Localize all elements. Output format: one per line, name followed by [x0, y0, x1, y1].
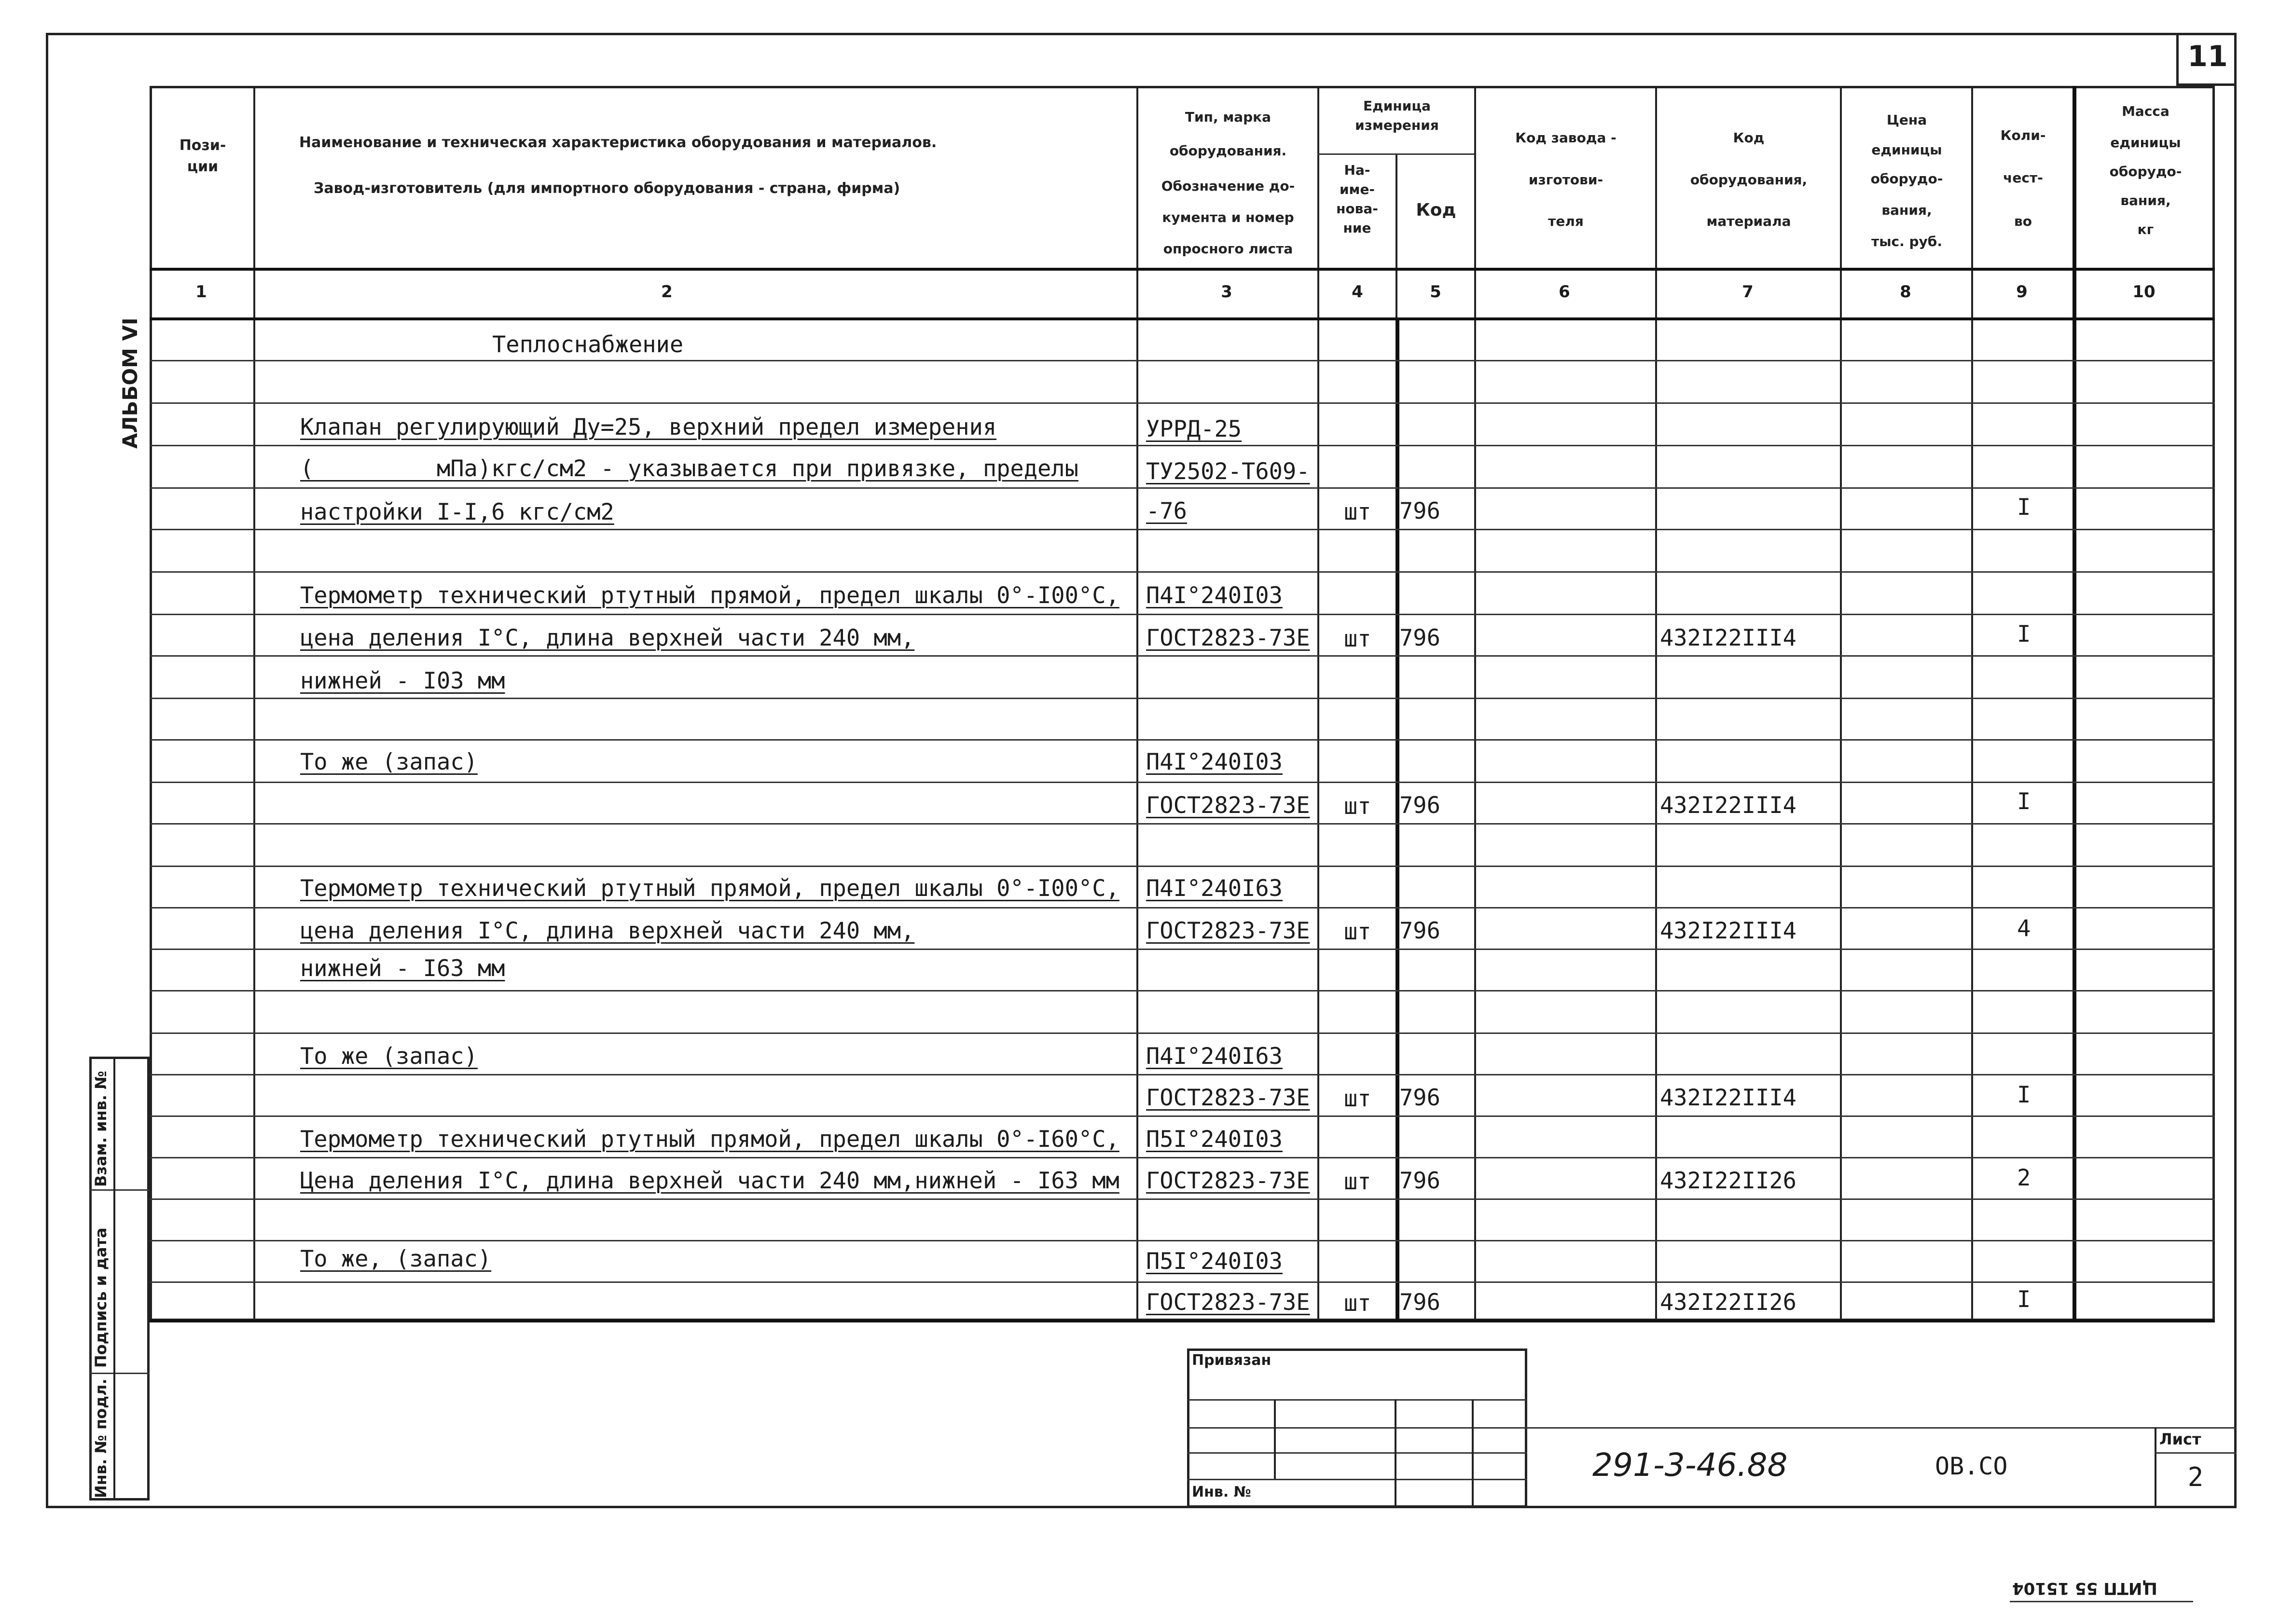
col-header-type-4: кумента и номер — [1162, 209, 1294, 225]
col-header-unit-name-1: На- — [1344, 162, 1370, 178]
row-line — [150, 655, 2215, 657]
col-header-unit-name-4: ние — [1343, 220, 1371, 236]
side-stamp-inv-podl: Инв. № подл. — [92, 1378, 110, 1498]
privyazan-col — [1395, 1399, 1396, 1508]
col-header-maker-code-2: изготови- — [1528, 172, 1603, 188]
privyazan-line — [1187, 1452, 1527, 1454]
col-line — [1317, 86, 1319, 1321]
col-header-equip-code-3: материала — [1706, 213, 1791, 229]
col-header-mass-2: единицы — [2110, 135, 2181, 151]
row-spare2-type-2: ГОСТ2823-73Е — [1146, 1085, 1310, 1111]
row-thermo1-name-3: нижней - I03 мм — [300, 668, 505, 694]
col-number: 7 — [1742, 282, 1754, 302]
col-header-mass-5: кг — [2137, 221, 2154, 237]
row-thermo3-type-1: П5I°240I03 — [1146, 1126, 1283, 1153]
col-line — [253, 86, 255, 1321]
row-line — [150, 1115, 2215, 1117]
col-header-type-2: оборудования. — [1169, 143, 1287, 159]
col-header-mass-1: Масса — [2122, 103, 2169, 119]
col-number: 8 — [1900, 282, 1911, 302]
col-number: 1 — [195, 282, 207, 302]
privyazan-line — [1187, 1479, 1527, 1480]
row-line — [150, 949, 2215, 950]
col-number: 3 — [1221, 282, 1232, 302]
row-spare1-unit: шт — [1344, 793, 1371, 820]
row-line — [150, 402, 2215, 404]
row-thermo3-type-2: ГОСТ2823-73Е — [1146, 1168, 1310, 1194]
doc-code: ОВ.СО — [1935, 1452, 2008, 1480]
row-line — [150, 529, 2215, 530]
row-line — [150, 782, 2215, 783]
col-number: 9 — [2016, 282, 2028, 302]
row-thermo2-type-2: ГОСТ2823-73Е — [1146, 918, 1310, 944]
col-number: 2 — [661, 282, 673, 302]
row-valve-qty: I — [2017, 494, 2031, 521]
col-line — [2073, 86, 2076, 1321]
row-spare3-unit: шт — [1344, 1290, 1371, 1317]
row-line — [150, 1281, 2215, 1283]
col-header-position: Пози- ции — [179, 137, 226, 175]
row-spare1-mat: 432I22III4 — [1660, 792, 1796, 819]
side-stamp-divider — [113, 1057, 115, 1500]
col-header-name-line1: Наименование и техническая характеристика оборудования и материалов. — [299, 134, 937, 151]
col-header-price-3: оборудо- — [1870, 171, 1943, 187]
col-line — [1840, 86, 1842, 1321]
section-title: Теплоснабжение — [492, 331, 684, 358]
col-header-type-5: опросного листа — [1163, 241, 1293, 257]
header-line — [150, 317, 2215, 320]
row-valve-type-1: УРРД-25 — [1146, 416, 1242, 442]
sheet-corner-number: 11 — [2187, 40, 2228, 73]
sheet-box-mid — [2155, 1452, 2237, 1454]
row-spare2-name: То же (запас) — [300, 1043, 478, 1070]
col-header-unit-code: Код — [1416, 200, 1456, 220]
row-thermo1-name-1: Термометр технический ртутный прямой, предел шкалы 0°-I00°С, — [300, 582, 1119, 609]
row-line — [150, 1074, 2215, 1075]
side-stamp-signature-date: Подпись и дата — [92, 1227, 110, 1368]
col-header-unit-name-2: име- — [1339, 181, 1375, 197]
row-thermo3-qty: 2 — [2017, 1165, 2031, 1191]
sheet-box-left — [2155, 1427, 2156, 1508]
privyazan-label: Привязан — [1192, 1352, 1271, 1369]
row-thermo1-name-2: цена деления I°С, длина верхней части 240 мм, — [300, 625, 915, 651]
row-thermo3-unit: шт — [1344, 1169, 1371, 1195]
col-line — [1971, 86, 1973, 1321]
row-line — [150, 990, 2215, 991]
col-number: 6 — [1559, 282, 1570, 302]
row-line — [150, 1032, 2215, 1034]
row-thermo3-name-2: Цена деления I°С, длина верхней части 240 мм,нижней - I63 мм — [300, 1168, 1119, 1194]
col-header-equip-code-2: оборудования, — [1690, 172, 1808, 188]
col-header-unit-name-3: нова- — [1336, 201, 1378, 217]
col-header-mass-4: вания, — [2120, 193, 2171, 208]
row-valve-code: 796 — [1399, 498, 1440, 524]
col-header-equip-code-1: Код — [1733, 130, 1765, 146]
row-spare3-type-2: ГОСТ2823-73Е — [1146, 1289, 1310, 1316]
row-line — [150, 360, 2215, 361]
row-spare3-type-1: П5I°240I03 — [1146, 1248, 1283, 1275]
row-valve-name-1: Клапан регулирующий Ду=25, верхний предел измерения — [300, 414, 997, 440]
row-line — [150, 739, 2215, 741]
row-thermo3-mat: 432I22II26 — [1660, 1168, 1796, 1194]
header-sub-line — [1317, 153, 1474, 155]
row-thermo1-qty: I — [2017, 621, 2031, 647]
row-line — [150, 907, 2215, 908]
album-label: АЛЬБОМ VI — [118, 317, 142, 449]
row-spare2-unit: шт — [1344, 1086, 1371, 1112]
col-header-price-1: Цена — [1886, 112, 1927, 128]
row-spare1-code: 796 — [1399, 792, 1440, 819]
col-line — [1136, 86, 1138, 1321]
row-thermo2-name-1: Термометр технический ртутный прямой, предел шкалы 0°-I00°С, — [300, 875, 1119, 902]
row-line — [150, 823, 2215, 825]
row-spare2-code: 796 — [1399, 1085, 1440, 1111]
row-thermo3-code: 796 — [1399, 1168, 1440, 1194]
col-number: 10 — [2132, 282, 2156, 302]
row-valve-type-3: -76 — [1146, 498, 1187, 524]
col-header-unit-group: Единица измерения — [1355, 98, 1439, 133]
row-thermo2-name-3: нижней - I63 мм — [300, 955, 505, 982]
col-line — [1655, 86, 1657, 1321]
col-header-price-5: тыс. руб. — [1871, 234, 1942, 249]
side-stamp-divider — [89, 1373, 150, 1374]
doc-number: 291-3-46.88 — [1592, 1446, 1788, 1484]
col-header-price-4: вания, — [1881, 202, 1932, 218]
col-header-type-1: Тип, марка — [1185, 109, 1271, 125]
bottom-stamp-line — [2010, 1601, 2193, 1602]
col-header-qty-3: во — [2014, 213, 2032, 229]
row-line — [150, 698, 2215, 699]
col-number: 4 — [1352, 282, 1363, 302]
row-spare2-type-1: П4I°240I63 — [1146, 1043, 1283, 1070]
row-spare3-code: 796 — [1399, 1289, 1440, 1316]
row-line — [150, 866, 2215, 867]
sheet-label: Лист — [2159, 1430, 2201, 1448]
privyazan-line — [1187, 1399, 1527, 1401]
row-thermo1-mat: 432I22III4 — [1660, 625, 1796, 651]
row-valve-type-2: ТУ2502-Т609- — [1146, 458, 1310, 485]
row-thermo2-code: 796 — [1399, 918, 1440, 944]
privyazan-col — [1274, 1399, 1276, 1479]
row-line — [150, 1240, 2215, 1241]
col-header-qty-1: Коли- — [2000, 127, 2046, 143]
table-bottom-line — [150, 1320, 2215, 1322]
row-line — [150, 1157, 2215, 1158]
inv-no-label: Инв. № — [1192, 1484, 1251, 1500]
row-spare3-name: То же, (запас) — [300, 1246, 492, 1272]
privyazan-col — [1472, 1399, 1474, 1508]
row-thermo2-mat: 432I22III4 — [1660, 918, 1796, 944]
row-line — [150, 571, 2215, 573]
row-thermo1-type-1: П4I°240I03 — [1146, 582, 1283, 609]
col-header-type-3: Обозначение до- — [1161, 178, 1295, 194]
col-header-price-2: единицы — [1871, 142, 1942, 158]
row-thermo1-type-2: ГОСТ2823-73Е — [1146, 625, 1310, 651]
col-header-maker-code-3: теля — [1548, 213, 1584, 229]
row-spare2-qty: I — [2017, 1082, 2031, 1108]
bottom-stamp: ЦИТП 55 15104 — [2012, 1579, 2157, 1598]
row-spare1-name: То же (запас) — [300, 749, 478, 775]
row-valve-unit: шт — [1344, 499, 1371, 525]
col-line — [1474, 86, 1476, 1321]
col-header-mass-3: оборудо- — [2109, 164, 2182, 179]
col-line — [1396, 153, 1397, 317]
col-header-maker-code-1: Код завода - — [1515, 130, 1617, 146]
row-line — [150, 487, 2215, 489]
row-thermo2-qty: 4 — [2017, 915, 2031, 942]
row-spare1-type-1: П4I°240I03 — [1146, 749, 1283, 775]
col-line — [1396, 317, 1399, 1321]
col-header-qty-2: чест- — [2003, 170, 2043, 186]
title-block-top-line — [1527, 1427, 2237, 1429]
privyazan-line — [1187, 1427, 1527, 1429]
header-line — [150, 268, 2215, 271]
row-thermo1-unit: шт — [1344, 626, 1371, 652]
row-thermo2-type-1: П4I°240I63 — [1146, 875, 1283, 902]
row-line — [150, 1198, 2215, 1200]
side-stamp-vzam-inv: Взам. инв. № — [92, 1071, 110, 1187]
row-line — [150, 445, 2215, 446]
row-thermo2-unit: шт — [1344, 919, 1371, 945]
row-line — [150, 614, 2215, 615]
row-spare3-mat: 432I22II26 — [1660, 1289, 1796, 1316]
row-spare1-qty: I — [2017, 788, 2031, 815]
side-stamp-divider — [89, 1189, 150, 1191]
row-spare2-mat: 432I22III4 — [1660, 1085, 1796, 1111]
row-valve-name-2: ( мПа)кгс/см2 - указывается при привязке, пределы — [300, 455, 1078, 482]
row-thermo1-code: 796 — [1399, 625, 1440, 651]
row-thermo2-name-2: цена деления I°С, длина верхней части 240 мм, — [300, 918, 915, 944]
sheet-number: 2 — [2187, 1462, 2204, 1492]
col-number: 5 — [1430, 282, 1441, 302]
row-spare1-type-2: ГОСТ2823-73Е — [1146, 792, 1310, 819]
row-valve-name-3: настройки I-I,6 кгс/см2 — [300, 499, 614, 525]
col-header-name-line2: Завод-изготовитель (для импортного оборудования - страна, фирма) — [314, 180, 900, 197]
row-thermo3-name-1: Термометр технический ртутный прямой, предел шкалы 0°-I60°С, — [300, 1126, 1119, 1153]
row-spare3-qty: I — [2017, 1286, 2031, 1313]
